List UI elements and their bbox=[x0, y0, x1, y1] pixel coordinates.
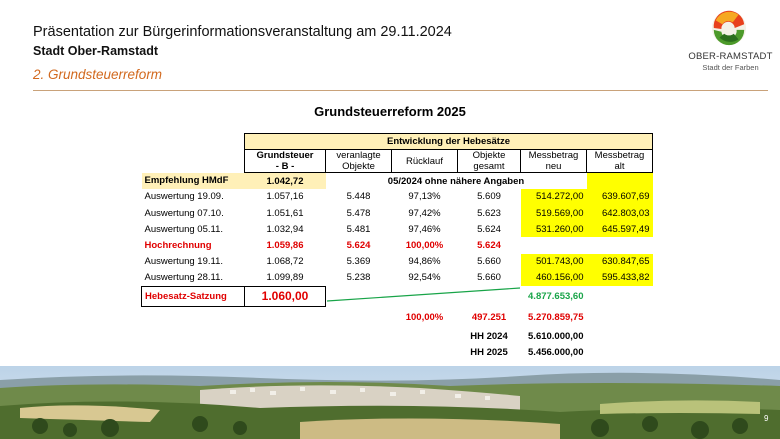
table-title: Grundsteuerreform 2025 bbox=[314, 104, 466, 119]
header-divider bbox=[33, 90, 768, 91]
cell-ruecklauf: 94,86% bbox=[408, 256, 441, 268]
cell-hh-label: HH 2024 bbox=[470, 330, 508, 342]
cell-alt: 630.847,65 bbox=[587, 254, 653, 270]
cell-objekte: 5.478 bbox=[346, 207, 371, 219]
row-label: Auswertung 07.10. bbox=[144, 207, 224, 219]
cell-neu: 519.569,00 bbox=[521, 205, 587, 221]
cell-gesamt: 497.251 bbox=[471, 311, 507, 323]
group-header: Entwicklung der Hebesätze bbox=[245, 134, 653, 150]
cell-alt: 595.433,82 bbox=[587, 270, 653, 286]
cell-hh-value: 5.610.000,00 bbox=[528, 330, 584, 342]
table-row-hh2024 bbox=[142, 328, 653, 344]
cell-neu: 4.877.653,60 bbox=[528, 290, 584, 302]
cell-objekte: 5.369 bbox=[346, 256, 371, 268]
cell-gesamt: 5.624 bbox=[477, 223, 501, 235]
table-row-empfehlung bbox=[142, 173, 653, 189]
table-row-totals bbox=[142, 306, 653, 328]
cell-hh-value: 5.456.000,00 bbox=[528, 346, 584, 358]
landscape-banner bbox=[0, 366, 780, 439]
cell-neu: 460.156,00 bbox=[521, 270, 587, 286]
table-row-hh2025 bbox=[142, 344, 653, 360]
cell-grundsteuer: 1.059,86 bbox=[266, 240, 304, 252]
presentation-title: Präsentation zur Bürgerinformationsveranstaltung am 29.11.2024 bbox=[33, 24, 452, 40]
cell-gesamt: 5.624 bbox=[477, 240, 501, 252]
table-row bbox=[142, 189, 653, 205]
cell-grundsteuer: 1.032,94 bbox=[266, 223, 304, 235]
column-header-row bbox=[142, 150, 653, 173]
col-header-grundsteuer: Grundsteuer - B - bbox=[245, 150, 326, 173]
cell-ruecklauf: 97,46% bbox=[408, 223, 441, 235]
cell-grundsteuer: 1.051,61 bbox=[266, 207, 304, 219]
cell-ruecklauf: 100,00% bbox=[405, 240, 444, 252]
cell-neu: 501.743,00 bbox=[521, 254, 587, 270]
cell-gesamt: 5.660 bbox=[477, 272, 501, 284]
row-label: Auswertung 28.11. bbox=[144, 272, 224, 284]
cell-neu: 5.270.859,75 bbox=[528, 311, 584, 323]
section-title: 2. Grundsteuerreform bbox=[33, 67, 163, 82]
logo-tagline: Stadt der Farben bbox=[702, 63, 759, 72]
col-header-messbetrag-neu: Messbetrag neu bbox=[521, 150, 587, 173]
cell-alt: 642.803,03 bbox=[587, 205, 653, 221]
cell-grundsteuer: 1.060,00 bbox=[245, 286, 326, 306]
col-header-gesamt: Objekte gesamt bbox=[458, 150, 521, 173]
cell-ruecklauf: 92,54% bbox=[408, 272, 441, 284]
page-number: 9 bbox=[764, 414, 769, 423]
row-label: Auswertung 05.11. bbox=[144, 223, 224, 235]
presentation-subtitle: Stadt Ober-Ramstadt bbox=[33, 44, 159, 58]
cell-hh-label: HH 2025 bbox=[470, 346, 508, 358]
cell-gesamt: 5.609 bbox=[477, 191, 501, 203]
cell-ruecklauf: 97,13% bbox=[408, 191, 441, 203]
cell-gesamt: 5.660 bbox=[477, 256, 501, 268]
table-row bbox=[142, 254, 653, 270]
logo-name: OBER-RAMSTADT bbox=[688, 51, 773, 62]
cell-alt: 639.607,69 bbox=[587, 189, 653, 205]
cell-grundsteuer: 1.099,89 bbox=[266, 272, 304, 284]
row-label: Empfehlung HMdF bbox=[142, 173, 245, 189]
cell-alt: 645.597,49 bbox=[587, 221, 653, 237]
cell-grundsteuer: 1.057,16 bbox=[266, 191, 304, 203]
table-row bbox=[142, 205, 653, 221]
table-row bbox=[142, 270, 653, 286]
row-label: Hebesatz-Satzung bbox=[142, 286, 245, 306]
col-header-messbetrag-alt: Messbetrag alt bbox=[587, 150, 653, 173]
cell-objekte: 5.481 bbox=[346, 223, 371, 235]
cell-gesamt: 5.623 bbox=[477, 207, 501, 219]
col-header-ruecklauf: Rücklauf bbox=[392, 150, 458, 173]
table-group-header-row bbox=[142, 134, 653, 150]
cell-objekte: 5.448 bbox=[346, 191, 371, 203]
table-row bbox=[142, 221, 653, 237]
cell-note: 05/2024 ohne nähere Angaben bbox=[387, 175, 525, 187]
hebesatz-table bbox=[141, 133, 653, 360]
cell-objekte: 5.624 bbox=[346, 240, 371, 252]
city-logo-icon bbox=[710, 9, 748, 47]
cell-grundsteuer: 1.068,72 bbox=[266, 256, 304, 268]
cell-ruecklauf: 100,00% bbox=[405, 311, 444, 323]
cell-grundsteuer: 1.042,72 bbox=[245, 173, 326, 189]
row-label: Auswertung 19.09. bbox=[144, 191, 224, 203]
city-logo bbox=[688, 9, 773, 74]
cell-ruecklauf: 97,42% bbox=[408, 207, 441, 219]
cell-objekte: 5.238 bbox=[346, 272, 371, 284]
row-label: Auswertung 19.11. bbox=[144, 256, 224, 268]
cell-neu: 531.260,00 bbox=[521, 221, 587, 237]
row-label: Hochrechnung bbox=[144, 240, 212, 252]
cell-neu: 514.272,00 bbox=[521, 189, 587, 205]
col-header-objekte: veranlagte Objekte bbox=[326, 150, 392, 173]
table-row-satzung bbox=[142, 286, 653, 306]
table-row-hochrechnung bbox=[142, 237, 653, 253]
